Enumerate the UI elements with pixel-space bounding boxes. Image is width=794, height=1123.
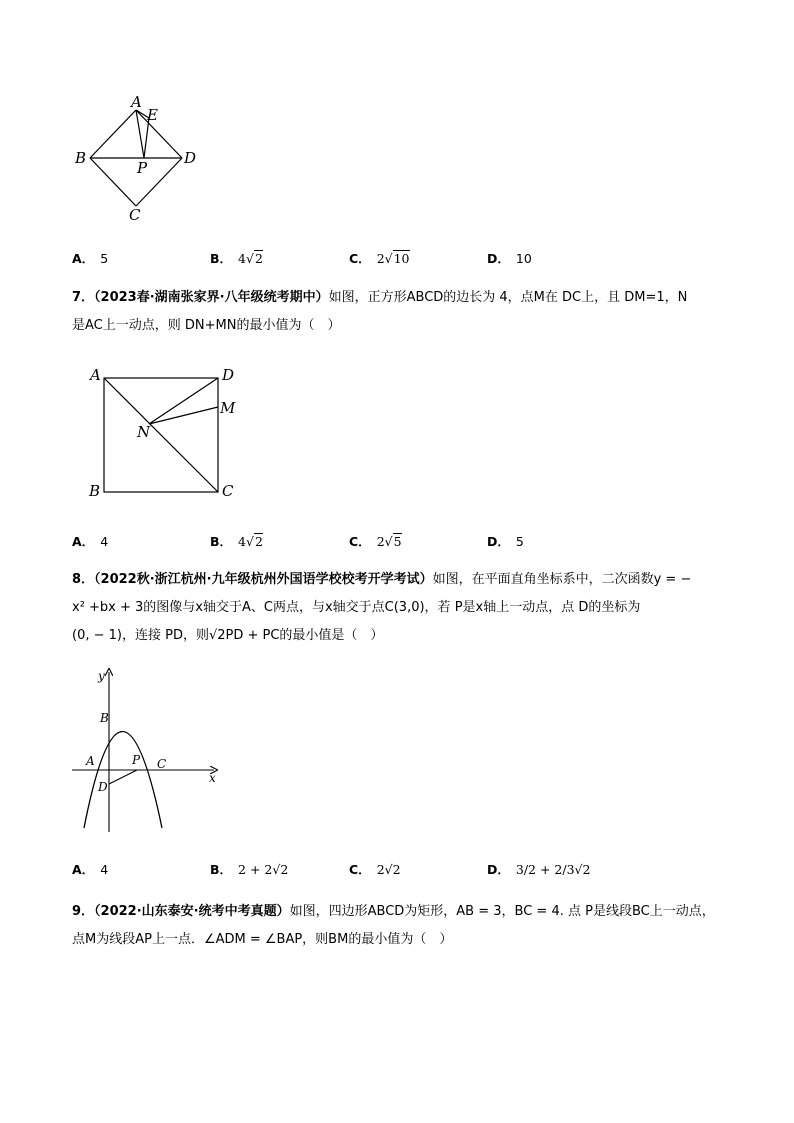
options-q8	[72, 860, 722, 880]
option-key: B．	[210, 862, 233, 877]
question-7-line2: 是AC上一动点，则 DN+MN的最小值为（ ）	[72, 318, 341, 333]
label-B: B	[75, 149, 87, 167]
question-7	[72, 284, 724, 340]
option-value: 3/2 + 2/3√2	[515, 862, 591, 877]
figure-q6	[70, 92, 210, 224]
option-key: A．	[72, 251, 95, 266]
label-P: P	[137, 159, 148, 177]
label-C: C	[157, 757, 167, 771]
option-value: 4	[100, 862, 109, 877]
label-D: D	[98, 780, 108, 794]
question-8-line1: 8．（2022秋·浙江杭州·九年级杭州外国语学校校考开学考试）如图，在平面直角坐标系中，二次函数y = −	[72, 572, 692, 587]
option-key: D．	[487, 862, 510, 877]
option-q8-d[interactable]	[487, 860, 590, 878]
label-x: x	[209, 771, 216, 785]
option-q7-c[interactable]	[349, 532, 402, 550]
figure-q6-svg	[70, 92, 210, 224]
option-value: 4√2	[238, 534, 263, 549]
options-q7	[72, 532, 722, 550]
option-key: B．	[210, 534, 233, 549]
option-value: 4√2	[238, 251, 263, 266]
label-D: D	[222, 366, 235, 384]
option-q7-d[interactable]	[487, 532, 524, 550]
figure-q8-svg	[66, 660, 226, 840]
label-y: y	[98, 669, 105, 683]
option-value: 5	[100, 251, 109, 266]
option-key: B．	[210, 251, 233, 266]
option-q8-a[interactable]	[72, 860, 108, 878]
label-A: A	[86, 754, 95, 768]
option-key: D．	[487, 534, 510, 549]
option-q6-c[interactable]	[349, 249, 410, 267]
label-D: D	[184, 149, 197, 167]
option-key: D．	[487, 251, 510, 266]
question-9-line2: 点M为线段AP上一点．∠ADM = ∠BAP，则BM的最小值为（ ）	[72, 932, 453, 947]
option-value: 4	[100, 534, 109, 549]
option-value: 2√2	[376, 862, 401, 877]
option-key: A．	[72, 862, 95, 877]
label-N: N	[137, 423, 151, 441]
label-A: A	[131, 93, 142, 111]
option-key: C．	[349, 862, 371, 877]
option-q8-c[interactable]	[349, 860, 401, 878]
option-q6-d[interactable]	[487, 249, 532, 267]
label-C: C	[222, 482, 234, 500]
label-C: C	[129, 206, 141, 224]
option-q6-a[interactable]	[72, 249, 108, 267]
label-P: P	[132, 753, 141, 767]
question-7-line1: 7．（2023春·湖南张家界·八年级统考期中）如图，正方形ABCD的边长为 4，点M在 DC上，且 DM=1，N	[72, 290, 688, 305]
option-q6-b[interactable]	[210, 249, 263, 267]
figure-q7	[86, 364, 246, 506]
question-8	[72, 566, 724, 650]
option-q7-a[interactable]	[72, 532, 108, 550]
option-value: 5	[515, 534, 524, 549]
question-8-line2: x² +bx + 3的图像与x轴交于A、C两点，与x轴交于点C(3,0)，若 P是x轴上一动点，点 D的坐标为	[72, 600, 641, 615]
options-q6	[72, 249, 722, 267]
option-q8-b[interactable]	[210, 860, 288, 878]
option-key: C．	[349, 251, 371, 266]
option-value: 2 + 2√2	[238, 862, 289, 877]
figure-q8	[66, 660, 226, 840]
label-M: M	[220, 399, 236, 417]
option-q7-b[interactable]	[210, 532, 263, 550]
label-E: E	[147, 106, 158, 124]
figure-q7-svg	[86, 364, 246, 506]
question-9-line1: 9．（2022·山东泰安·统考中考真题）如图，四边形ABCD为矩形，AB = 3，BC = 4. 点 P是线段BC上一动点，	[72, 904, 715, 919]
label-B: B	[89, 482, 101, 500]
label-A: A	[90, 366, 101, 384]
question-9	[72, 898, 724, 954]
option-value: 10	[515, 251, 532, 266]
option-key: C．	[349, 534, 371, 549]
label-B: B	[100, 711, 109, 725]
option-value: 2√5	[376, 534, 402, 549]
option-value: 2√10	[376, 251, 410, 266]
question-8-line3: (0, − 1)，连接 PD，则√2PD + PC的最小值是（ ）	[72, 628, 384, 643]
option-key: A．	[72, 534, 95, 549]
